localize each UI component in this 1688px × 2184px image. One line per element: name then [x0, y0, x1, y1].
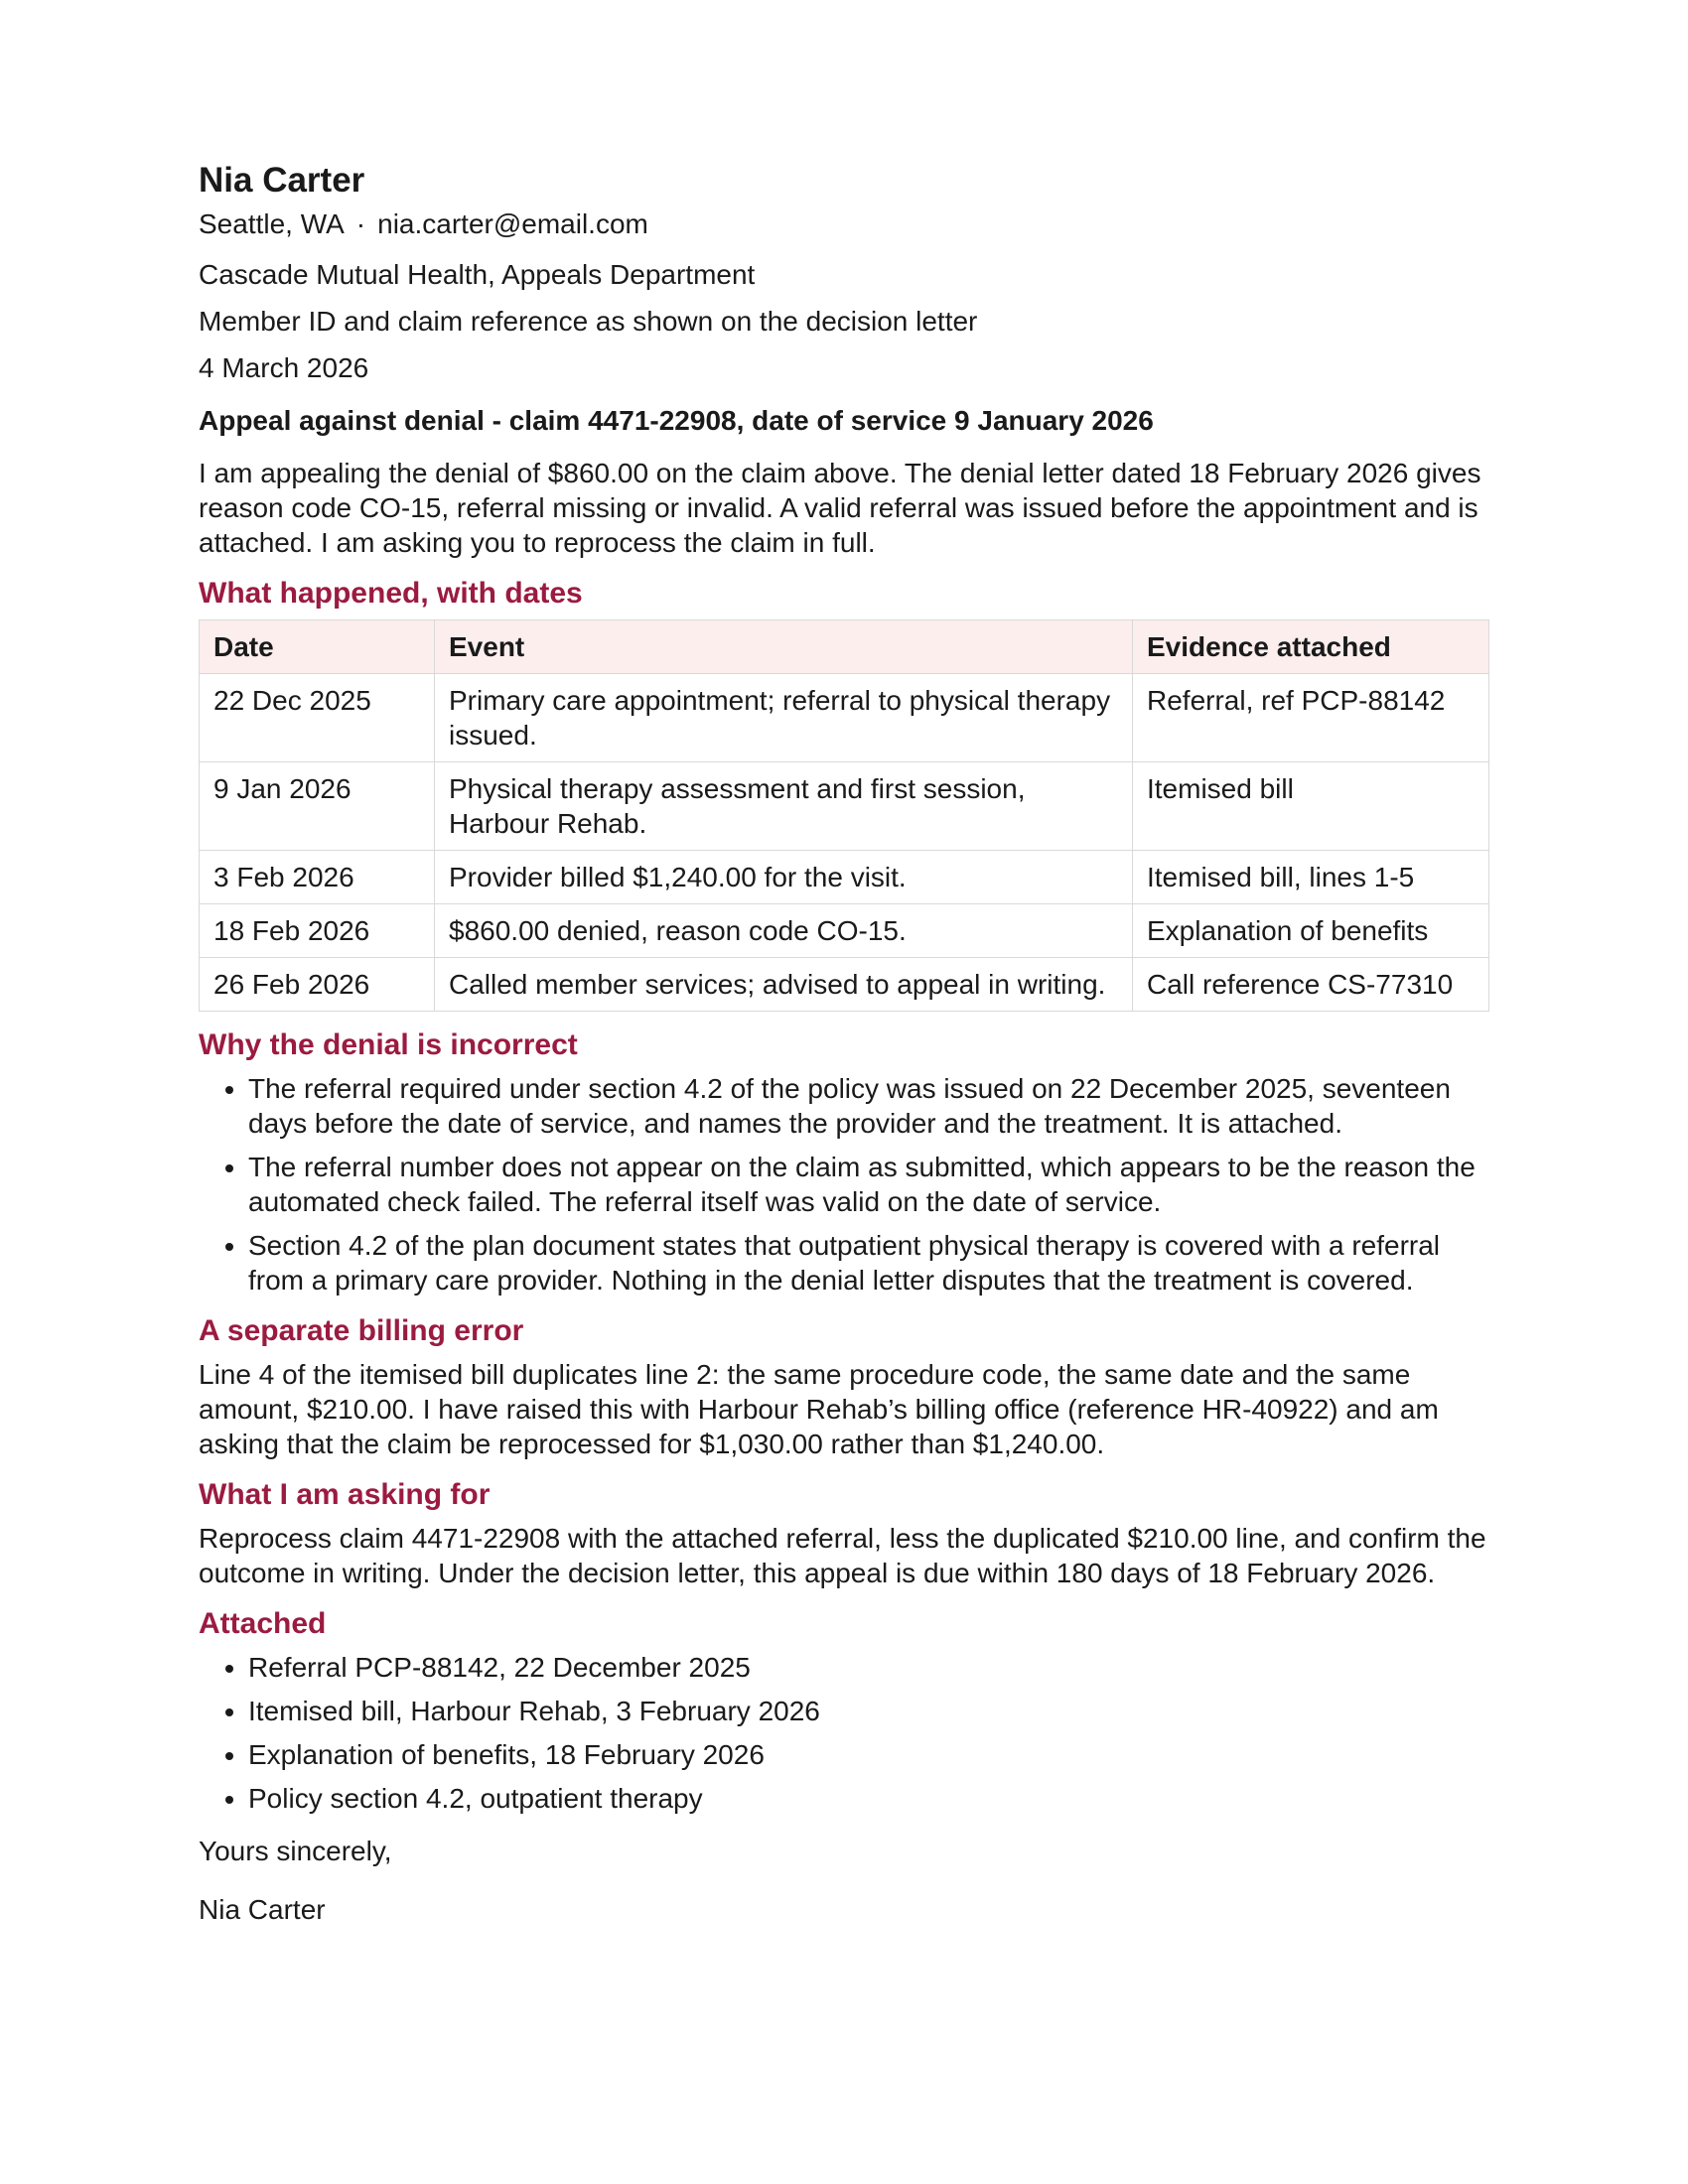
closing-line: Yours sincerely, [199, 1836, 392, 1866]
cell-evidence: Itemised bill, lines 1-5 [1133, 851, 1489, 904]
column-header-evidence: Evidence attached [1133, 620, 1489, 674]
cell-evidence: Referral, ref PCP-88142 [1133, 674, 1489, 762]
list-item: • The referral required under section 4.2 of the policy was issued on 22 December 2025, seventeen days before the date of service, and names the provider and the treatment. It is attached. [248, 1071, 1489, 1141]
recipient-line-2: Member ID and claim reference as shown on the decision letter [199, 306, 978, 337]
cell-evidence: Call reference CS-77310 [1133, 958, 1489, 1012]
attached-list [199, 1650, 1489, 1816]
cell-evidence: Explanation of benefits [1133, 904, 1489, 958]
cell-date: 3 Feb 2026 [200, 851, 435, 904]
cell-evidence: Itemised bill [1133, 762, 1489, 851]
list-item: • Referral PCP-88142, 22 December 2025 [248, 1650, 1489, 1685]
request-paragraph: Reprocess claim 4471-22908 with the attached referral, less the duplicated $210.00 line, and confirm the outcome in writing. Under the decision letter, this appeal is due within 180 days of 18 February 2026. [199, 1523, 1486, 1588]
contact-separator: · [355, 208, 366, 239]
cell-date: 26 Feb 2026 [200, 958, 435, 1012]
column-header-event: Event [435, 620, 1133, 674]
signature-name: Nia Carter [199, 1894, 326, 1925]
table-row [200, 762, 1489, 851]
list-item: • Policy section 4.2, outpatient therapy [248, 1781, 1489, 1816]
letter-date: 4 March 2026 [199, 352, 369, 383]
list-item: • The referral number does not appear on the claim as submitted, which appears to be the reason the automated check failed. The referral itself was valid on the date of service. [248, 1150, 1489, 1219]
cell-event: Primary care appointment; referral to physical therapy issued. [435, 674, 1133, 762]
request-heading: What I am asking for [199, 1478, 491, 1511]
sender-contact [199, 206, 1489, 241]
recipient-line-1: Cascade Mutual Health, Appeals Department [199, 259, 756, 290]
timeline-header-row [200, 620, 1489, 674]
cell-date: 22 Dec 2025 [200, 674, 435, 762]
cell-date: 9 Jan 2026 [200, 762, 435, 851]
attached-heading: Attached [199, 1607, 327, 1640]
table-row [200, 674, 1489, 762]
cell-date: 18 Feb 2026 [200, 904, 435, 958]
table-row [200, 904, 1489, 958]
sender-email: nia.carter@email.com [377, 208, 648, 239]
table-row [200, 851, 1489, 904]
incorrect-list [199, 1071, 1489, 1297]
letter [199, 159, 1489, 1927]
table-row [200, 958, 1489, 1012]
recipient-block [199, 257, 1489, 339]
list-item: • Itemised bill, Harbour Rehab, 3 February 2026 [248, 1694, 1489, 1728]
cell-event: $860.00 denied, reason code CO-15. [435, 904, 1133, 958]
cell-event: Physical therapy assessment and first session, Harbour Rehab. [435, 762, 1133, 851]
timeline-table [199, 619, 1489, 1012]
cell-event: Provider billed $1,240.00 for the visit. [435, 851, 1133, 904]
billing-paragraph: Line 4 of the itemised bill duplicates line 2: the same procedure code, the same date and the same amount, $210.00. I have raised this with Harbour Rehab’s billing office (reference HR-40922) and am asking that the claim be reprocessed for $1,030.00 rather than $1,240.00. [199, 1359, 1439, 1459]
billing-heading: A separate billing error [199, 1314, 524, 1347]
list-item: • Section 4.2 of the plan document states that outpatient physical therapy is covered with a referral from a primary care provider. Nothing in the denial letter disputes that the treatment is covered. [248, 1228, 1489, 1297]
incorrect-heading: Why the denial is incorrect [199, 1028, 578, 1061]
sender-location: Seattle, WA [199, 208, 345, 239]
cell-event: Called member services; advised to appeal in writing. [435, 958, 1133, 1012]
list-item: • Explanation of benefits, 18 February 2026 [248, 1737, 1489, 1772]
timeline-heading: What happened, with dates [199, 577, 583, 610]
column-header-date: Date [200, 620, 435, 674]
letter-subject: Appeal against denial - claim 4471-22908, date of service 9 January 2026 [199, 405, 1154, 436]
intro-paragraph: I am appealing the denial of $860.00 on the claim above. The denial letter dated 18 February 2026 gives reason code CO-15, referral missing or invalid. A valid referral was issued before the appointment and is attached. I am asking you to reprocess the claim in full. [199, 458, 1481, 558]
sender-name: Nia Carter [199, 161, 365, 200]
